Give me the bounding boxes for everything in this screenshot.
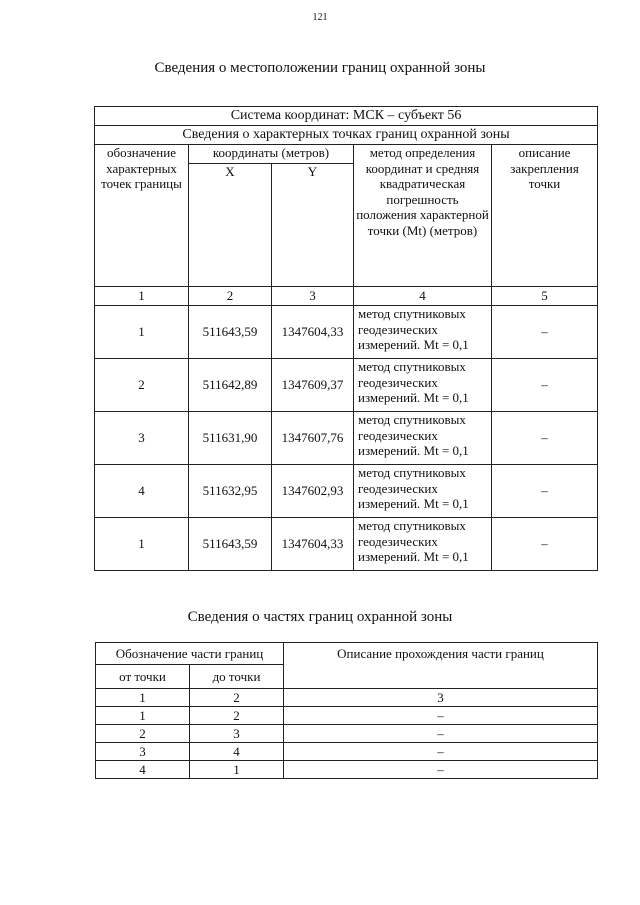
point-y: 1347607,76 [272, 412, 354, 465]
column-number: 1 [95, 287, 189, 306]
parts-section-title: Сведения о частях границ охранной зоны [187, 609, 453, 625]
column-number: 5 [492, 287, 598, 306]
header-description: описание закрепления точки [492, 145, 598, 287]
table-row [95, 465, 598, 518]
part-description: – [284, 725, 598, 743]
column-number: 2 [189, 287, 272, 306]
table-row [96, 761, 598, 779]
characteristic-points-table [94, 106, 598, 571]
point-y: 1347604,33 [272, 306, 354, 359]
point-method: метод спутниковых геодезических измерений. Mt = 0,1 [354, 518, 492, 571]
part-description: – [284, 761, 598, 779]
header-coordinates: координаты (метров) [189, 145, 354, 164]
point-description: – [492, 306, 598, 359]
point-description: – [492, 359, 598, 412]
point-designation: 1 [95, 306, 189, 359]
part-to: 2 [190, 707, 284, 725]
part-from: 2 [96, 725, 190, 743]
column-number: 3 [284, 689, 598, 707]
table-row [96, 707, 598, 725]
part-from: 3 [96, 743, 190, 761]
header-y: Y [272, 164, 354, 287]
point-y: 1347602,93 [272, 465, 354, 518]
header-from-point: от точки [96, 665, 190, 689]
header-part-description: Описание прохождения части границ [284, 643, 598, 689]
part-to: 4 [190, 743, 284, 761]
column-number: 1 [96, 689, 190, 707]
point-method: метод спутниковых геодезических измерений. Mt = 0,1 [354, 359, 492, 412]
table-row [95, 306, 598, 359]
column-number: 2 [190, 689, 284, 707]
point-method: метод спутниковых геодезических измерений. Mt = 0,1 [354, 465, 492, 518]
page-number: 121 [312, 12, 328, 23]
point-designation: 4 [95, 465, 189, 518]
point-description: – [492, 518, 598, 571]
point-description: – [492, 412, 598, 465]
points-subtitle-cell: Сведения о характерных точках границ охранной зоны [95, 126, 598, 145]
table-row [95, 412, 598, 465]
boundary-parts-table [95, 642, 598, 779]
point-method: метод спутниковых геодезических измерений. Mt = 0,1 [354, 306, 492, 359]
column-number: 4 [354, 287, 492, 306]
point-x: 511631,90 [189, 412, 272, 465]
point-x: 511643,59 [189, 518, 272, 571]
part-from: 4 [96, 761, 190, 779]
table-row [95, 359, 598, 412]
point-designation: 1 [95, 518, 189, 571]
header-designation: обозначение характерных точек границы [95, 145, 189, 287]
header-x: X [189, 164, 272, 287]
part-description: – [284, 743, 598, 761]
header-method: метод определения координат и средняя квадратическая погрешность положения характерной точки (Mt) (метров) [354, 145, 492, 287]
table-row [96, 725, 598, 743]
point-y: 1347609,37 [272, 359, 354, 412]
coord-system-cell: Система координат: МСК – субъект 56 [95, 107, 598, 126]
header-part-designation: Обозначение части границ [96, 643, 284, 665]
header-to-point: до точки [190, 665, 284, 689]
point-method: метод спутниковых геодезических измерений. Mt = 0,1 [354, 412, 492, 465]
point-x: 511632,95 [189, 465, 272, 518]
part-description: – [284, 707, 598, 725]
point-x: 511642,89 [189, 359, 272, 412]
point-x: 511643,59 [189, 306, 272, 359]
point-designation: 3 [95, 412, 189, 465]
part-to: 1 [190, 761, 284, 779]
table-row [95, 518, 598, 571]
part-from: 1 [96, 707, 190, 725]
point-designation: 2 [95, 359, 189, 412]
table-row [96, 743, 598, 761]
part-to: 3 [190, 725, 284, 743]
column-number: 3 [272, 287, 354, 306]
point-y: 1347604,33 [272, 518, 354, 571]
location-section-title: Сведения о местоположении границ охранной зоны [154, 60, 486, 76]
point-description: – [492, 465, 598, 518]
